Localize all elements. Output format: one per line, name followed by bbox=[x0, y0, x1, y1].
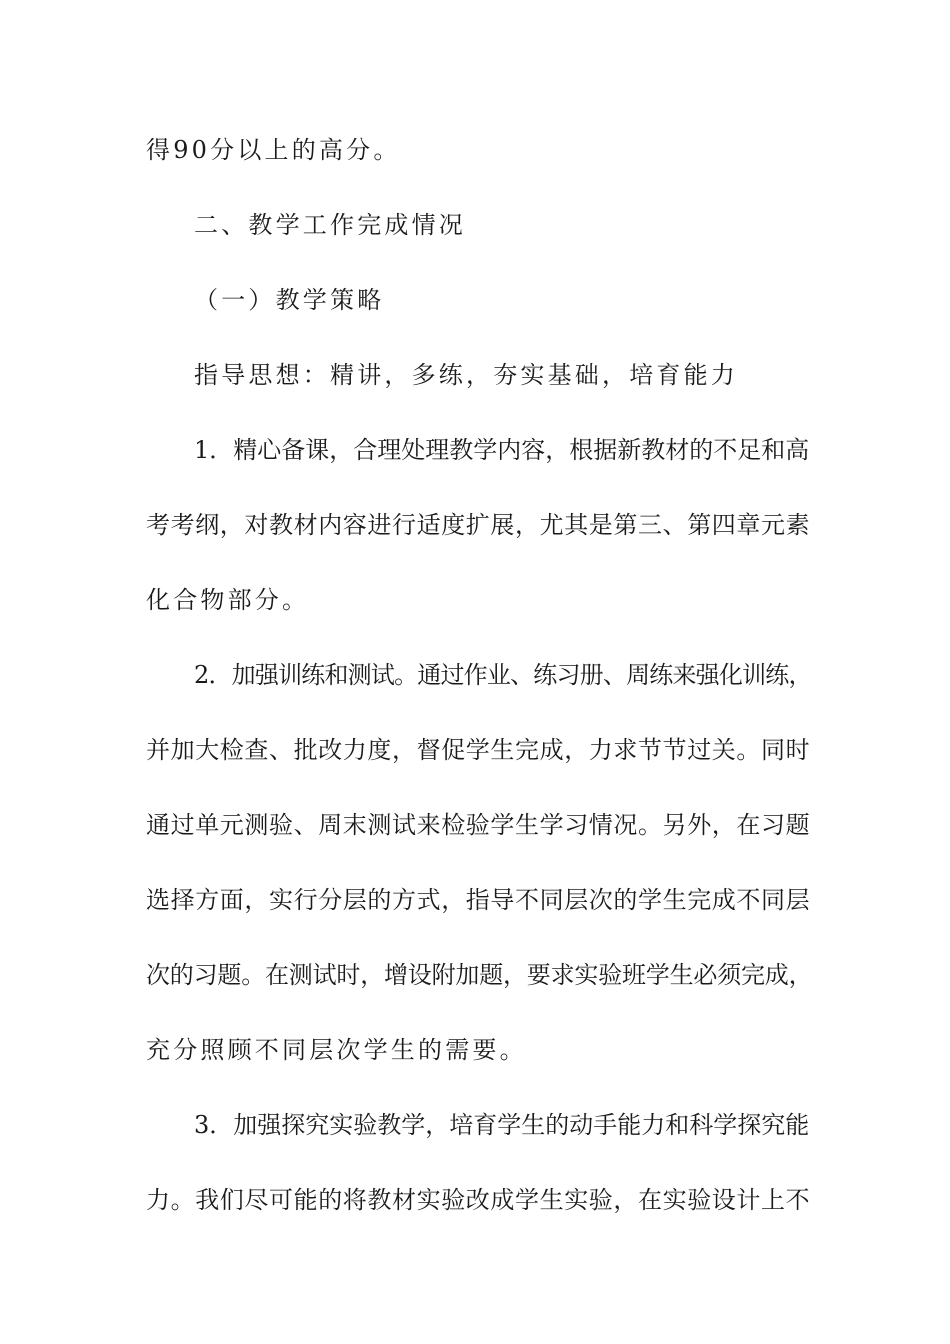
subsection-heading: （一）教学策略 bbox=[194, 286, 385, 314]
text-line-10: 通过单元测验、周末测试来检验学生学习情况。另外，在习题 bbox=[146, 811, 811, 839]
section-heading: 二、教学工作完成情况 bbox=[194, 211, 466, 239]
text-line-9: 并加大检查、批改力度，督促学生完成，力求节节过关。同时 bbox=[146, 736, 811, 764]
text-line-11: 选择方面，实行分层的方式，指导不同层次的学生完成不同层 bbox=[146, 886, 811, 914]
text-line-14: 3．加强探究实验教学，培育学生的动手能力和科学探究能 bbox=[194, 1111, 810, 1139]
text-line-6: 考考纲，对教材内容进行适度扩展，尤其是第三、第四章元素 bbox=[146, 511, 811, 539]
text-line-5: 1．精心备课，合理处理教学内容，根据新教材的不足和高 bbox=[194, 436, 810, 464]
text-line-12: 次的习题。在测试时，增设附加题，要求实验班学生必须完成， bbox=[146, 961, 813, 989]
text-line-15: 力。我们尽可能的将教材实验改成学生实验，在实验设计上不 bbox=[146, 1186, 811, 1214]
guiding-principle: 指导思想：精讲，多练，夯实基础，培育能力 bbox=[194, 361, 738, 389]
text-line-7: 化合物部分。 bbox=[146, 586, 310, 614]
text-line-8: 2．加强训练和测试。通过作业、练习册、周练来强化训练， bbox=[194, 661, 812, 689]
text-line-1: 得90分以上的高分。 bbox=[146, 136, 401, 164]
text-line-13: 充分照顾不同层次学生的需要。 bbox=[146, 1036, 527, 1064]
